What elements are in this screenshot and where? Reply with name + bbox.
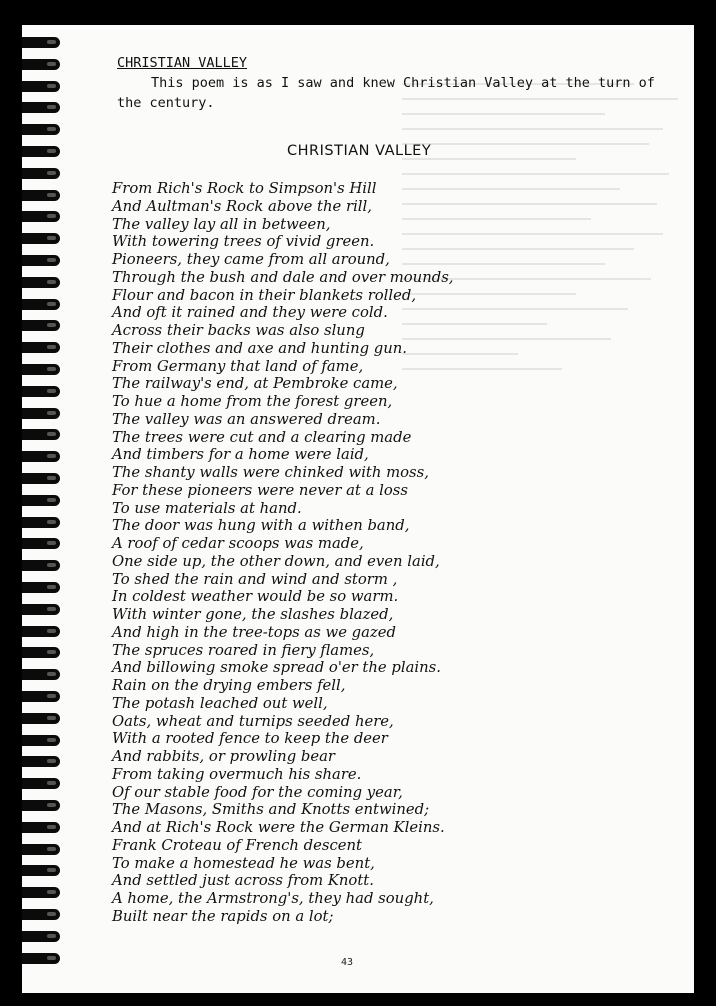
binding-ring: [22, 255, 60, 266]
binding-ring: [22, 735, 60, 746]
poem-line: From Rich's Rock to Simpson's Hill: [112, 180, 377, 197]
poem-line: The railway's end, at Pembroke came,: [112, 375, 398, 393]
binding-ring: [22, 560, 60, 571]
poem-line: Built near the rapids on a lot;: [112, 907, 334, 925]
poem-line: The Masons, Smiths and Knotts entwined;: [112, 801, 430, 819]
binding-ring: [22, 517, 60, 528]
poem-line: The spruces roared in fiery flames,: [112, 641, 375, 659]
binding-ring: [22, 669, 60, 680]
poem-line: Across their backs was also slung: [112, 322, 365, 339]
binding-ring: [22, 822, 60, 833]
poem-line: To make a homestead he was bent,: [112, 854, 375, 872]
binding-ring: [22, 233, 60, 244]
binding-ring: [22, 473, 60, 484]
binding-ring: [22, 429, 60, 440]
poem-line: The potash leached out well,: [112, 694, 328, 712]
poem-line: A roof of cedar scoops was made,: [112, 535, 364, 552]
poem-line: A home, the Armstrong's, they had sought,: [112, 890, 434, 907]
binding-ring: [22, 647, 60, 658]
binding-ring: [22, 778, 60, 789]
binding-ring: [22, 59, 60, 70]
binding-ring: [22, 81, 60, 92]
binding-ring: [22, 299, 60, 310]
poem-line: Pioneers, they came from all around,: [112, 251, 390, 268]
binding-ring: [22, 756, 60, 767]
spiral-binding: [22, 37, 62, 987]
poem-line: The valley lay all in between,: [112, 215, 331, 233]
poem-line: For these pioneers were never at a loss: [112, 481, 408, 499]
poem-body: [112, 180, 454, 926]
binding-ring: [22, 865, 60, 876]
intro-paragraph: This poem is as I saw and knew Christian Valley at the turn of the century.: [117, 75, 655, 111]
poem-title: CHRISTIAN VALLEY: [287, 143, 432, 159]
binding-ring: [22, 713, 60, 724]
poem-line: Frank Croteau of French descent: [112, 836, 363, 854]
poem-line: And rabbits, or prowling bear: [112, 748, 336, 765]
binding-ring: [22, 691, 60, 702]
poem-line: And high in the tree-tops as we gazed: [112, 623, 396, 641]
poem-line: With winter gone, the slashes blazed,: [112, 606, 394, 623]
binding-ring: [22, 37, 60, 48]
binding-ring: [22, 931, 60, 942]
binding-ring: [22, 102, 60, 113]
poem-line: From taking overmuch his share.: [112, 765, 362, 783]
poem-line: Oats, wheat and turnips seeded here,: [112, 712, 394, 730]
poem-line: With towering trees of vivid green.: [112, 233, 375, 251]
binding-ring: [22, 364, 60, 375]
binding-ring: [22, 604, 60, 615]
binding-ring: [22, 844, 60, 855]
poem-line: Flour and bacon in their blankets rolled,: [112, 286, 417, 304]
binding-ring: [22, 887, 60, 898]
poem-line: To hue a home from the forest green,: [112, 393, 393, 410]
binding-ring: [22, 168, 60, 179]
poem-line: And settled just across from Knott.: [112, 872, 374, 890]
binding-ring: [22, 495, 60, 506]
poem-line: And billowing smoke spread o'er the plains.: [112, 659, 441, 677]
poem-line: To use materials at hand.: [112, 499, 302, 517]
binding-ring: [22, 124, 60, 135]
poem-line: Rain on the drying embers fell,: [112, 677, 346, 694]
poem-line: The shanty walls were chinked with moss,: [112, 464, 429, 481]
poem-line: Through the bush and dale and over mounds,: [112, 268, 454, 286]
poem-line: The valley was an answered dream.: [112, 410, 381, 428]
poem-line: From Germany that land of fame,: [112, 357, 364, 375]
poem-line: With a rooted fence to keep the deer: [112, 730, 388, 748]
poem-line: The door was hung with a withen band,: [112, 517, 410, 535]
binding-ring: [22, 386, 60, 397]
poem-line: And oft it rained and they were cold.: [112, 304, 388, 322]
binding-ring: [22, 342, 60, 353]
binding-ring: [22, 538, 60, 549]
poem-line: The trees were cut and a clearing made: [112, 428, 412, 446]
page-number: 43: [341, 957, 354, 968]
binding-ring: [22, 582, 60, 593]
poem-line: And Aultman's Rock above the rill,: [112, 197, 372, 215]
poem-line: In coldest weather would be so warm.: [112, 588, 399, 606]
binding-ring: [22, 320, 60, 331]
poem-line: Of our stable food for the coming year,: [112, 783, 403, 801]
book-page: [22, 25, 694, 993]
poem-line: Their clothes and axe and hunting gun.: [112, 339, 408, 357]
binding-ring: [22, 277, 60, 288]
binding-ring: [22, 953, 60, 964]
binding-ring: [22, 211, 60, 222]
binding-ring: [22, 909, 60, 920]
section-title: CHRISTIAN VALLEY: [117, 55, 248, 71]
binding-ring: [22, 408, 60, 419]
poem-line: One side up, the other down, and even laid,: [112, 552, 440, 570]
binding-ring: [22, 626, 60, 637]
poem-line: To shed the rain and wind and storm ,: [112, 570, 398, 588]
binding-ring: [22, 190, 60, 201]
binding-ring: [22, 451, 60, 462]
binding-ring: [22, 146, 60, 157]
poem-line: And timbers for a home were laid,: [112, 446, 369, 464]
binding-ring: [22, 800, 60, 811]
poem-line: And at Rich's Rock were the German Kleins.: [112, 819, 445, 836]
